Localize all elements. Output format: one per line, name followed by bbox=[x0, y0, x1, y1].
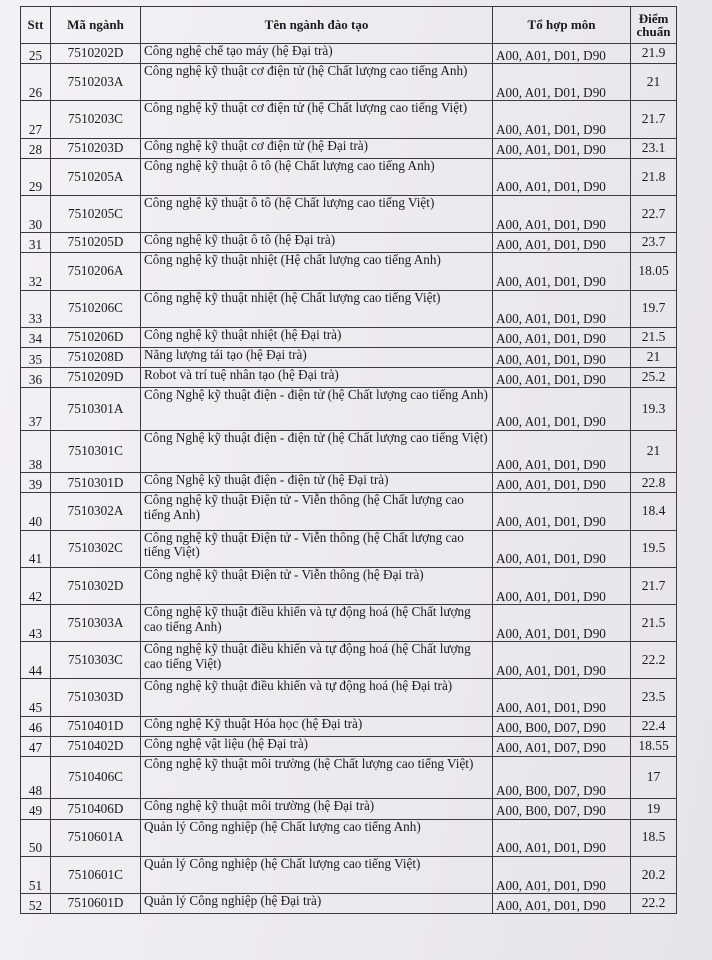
table-row bbox=[21, 493, 677, 530]
row-major-code: 7510205A bbox=[51, 158, 141, 195]
row-subject-combo: A00, A01, D01, D90 bbox=[493, 679, 631, 716]
row-major-name: Công nghệ kỹ thuật điều khiển và tự động hoá (hệ Đại trà) bbox=[141, 679, 493, 716]
row-subject-combo: A00, A01, D01, D90 bbox=[493, 64, 631, 101]
row-stt: 43 bbox=[21, 605, 51, 642]
table-row bbox=[21, 679, 677, 716]
row-subject-combo: A00, A01, D01, D90 bbox=[493, 195, 631, 232]
table-row bbox=[21, 388, 677, 431]
row-stt: 25 bbox=[21, 44, 51, 64]
table-row bbox=[21, 101, 677, 138]
row-major-code: 7510203C bbox=[51, 101, 141, 138]
row-subject-combo: A00, A01, D01, D90 bbox=[493, 530, 631, 567]
row-major-code: 7510202D bbox=[51, 44, 141, 64]
row-cutoff-score: 21.8 bbox=[631, 158, 677, 195]
row-major-code: 7510205D bbox=[51, 233, 141, 253]
table-row bbox=[21, 195, 677, 232]
row-subject-combo: A00, A01, D07, D90 bbox=[493, 736, 631, 756]
table-row bbox=[21, 347, 677, 367]
row-major-code: 7510401D bbox=[51, 716, 141, 736]
table-row bbox=[21, 856, 677, 893]
header-combo: Tổ hợp môn bbox=[493, 7, 631, 44]
row-stt: 28 bbox=[21, 138, 51, 158]
row-stt: 39 bbox=[21, 473, 51, 493]
row-cutoff-score: 18.4 bbox=[631, 493, 677, 530]
table-row bbox=[21, 716, 677, 736]
row-stt: 36 bbox=[21, 368, 51, 388]
row-major-name: Công Nghệ kỹ thuật điện - điện tử (hệ Chất lượng cao tiếng Anh) bbox=[141, 388, 493, 431]
row-major-code: 7510206C bbox=[51, 290, 141, 327]
row-subject-combo: A00, A01, D01, D90 bbox=[493, 856, 631, 893]
row-stt: 50 bbox=[21, 819, 51, 856]
row-subject-combo: A00, A01, D01, D90 bbox=[493, 44, 631, 64]
table-row bbox=[21, 756, 677, 799]
row-major-code: 7510402D bbox=[51, 736, 141, 756]
row-cutoff-score: 22.4 bbox=[631, 716, 677, 736]
row-cutoff-score: 19.7 bbox=[631, 290, 677, 327]
row-stt: 27 bbox=[21, 101, 51, 138]
table-row bbox=[21, 530, 677, 567]
row-subject-combo: A00, A01, D01, D90 bbox=[493, 138, 631, 158]
row-major-code: 7510203A bbox=[51, 64, 141, 101]
row-stt: 34 bbox=[21, 327, 51, 347]
row-cutoff-score: 18.55 bbox=[631, 736, 677, 756]
row-stt: 33 bbox=[21, 290, 51, 327]
row-cutoff-score: 22.7 bbox=[631, 195, 677, 232]
row-stt: 44 bbox=[21, 642, 51, 679]
row-major-code: 7510601C bbox=[51, 856, 141, 893]
row-subject-combo: A00, A01, D01, D90 bbox=[493, 388, 631, 431]
row-major-code: 7510205C bbox=[51, 195, 141, 232]
row-major-code: 7510601D bbox=[51, 894, 141, 914]
table-row bbox=[21, 894, 677, 914]
row-cutoff-score: 21.9 bbox=[631, 44, 677, 64]
table-row bbox=[21, 567, 677, 604]
row-subject-combo: A00, B00, D07, D90 bbox=[493, 756, 631, 799]
row-cutoff-score: 22.8 bbox=[631, 473, 677, 493]
row-stt: 37 bbox=[21, 388, 51, 431]
row-subject-combo: A00, A01, D01, D90 bbox=[493, 290, 631, 327]
row-stt: 35 bbox=[21, 347, 51, 367]
row-stt: 42 bbox=[21, 567, 51, 604]
table-row bbox=[21, 290, 677, 327]
header-stt: Stt bbox=[21, 7, 51, 44]
row-major-name: Công nghệ kỹ thuật môi trường (hệ Đại trà) bbox=[141, 799, 493, 819]
row-stt: 41 bbox=[21, 530, 51, 567]
row-major-code: 7510302A bbox=[51, 493, 141, 530]
row-major-code: 7510206D bbox=[51, 327, 141, 347]
row-stt: 30 bbox=[21, 195, 51, 232]
table-row bbox=[21, 605, 677, 642]
row-major-code: 7510303D bbox=[51, 679, 141, 716]
row-cutoff-score: 22.2 bbox=[631, 642, 677, 679]
row-cutoff-score: 21 bbox=[631, 430, 677, 473]
row-major-code: 7510302C bbox=[51, 530, 141, 567]
row-cutoff-score: 18.05 bbox=[631, 253, 677, 290]
row-stt: 31 bbox=[21, 233, 51, 253]
table-row bbox=[21, 233, 677, 253]
row-major-name: Công nghệ chế tạo máy (hệ Đại trà) bbox=[141, 44, 493, 64]
row-subject-combo: A00, A01, D01, D90 bbox=[493, 327, 631, 347]
row-stt: 49 bbox=[21, 799, 51, 819]
row-subject-combo: A00, B00, D07, D90 bbox=[493, 716, 631, 736]
header-code: Mã ngành bbox=[51, 7, 141, 44]
row-cutoff-score: 18.5 bbox=[631, 819, 677, 856]
row-major-code: 7510208D bbox=[51, 347, 141, 367]
row-major-name: Công Nghệ kỹ thuật điện - điện tử (hệ Chất lượng cao tiếng Việt) bbox=[141, 430, 493, 473]
row-subject-combo: A00, B00, D07, D90 bbox=[493, 799, 631, 819]
header-score: Điểm chuẩn bbox=[631, 7, 677, 44]
row-cutoff-score: 23.1 bbox=[631, 138, 677, 158]
table-row bbox=[21, 253, 677, 290]
table-row bbox=[21, 736, 677, 756]
table-row bbox=[21, 819, 677, 856]
row-subject-combo: A00, A01, D01, D90 bbox=[493, 430, 631, 473]
row-stt: 52 bbox=[21, 894, 51, 914]
row-cutoff-score: 21 bbox=[631, 347, 677, 367]
row-major-code: 7510302D bbox=[51, 567, 141, 604]
table-row bbox=[21, 327, 677, 347]
row-major-name: Công nghệ kỹ thuật nhiệt (hệ Đại trà) bbox=[141, 327, 493, 347]
table-row bbox=[21, 430, 677, 473]
row-major-name: Quản lý Công nghiệp (hệ Đại trà) bbox=[141, 894, 493, 914]
table-row bbox=[21, 158, 677, 195]
row-stt: 51 bbox=[21, 856, 51, 893]
row-major-code: 7510206A bbox=[51, 253, 141, 290]
row-stt: 47 bbox=[21, 736, 51, 756]
row-cutoff-score: 20.2 bbox=[631, 856, 677, 893]
table-row bbox=[21, 138, 677, 158]
row-subject-combo: A00, A01, D01, D90 bbox=[493, 894, 631, 914]
row-cutoff-score: 21.7 bbox=[631, 567, 677, 604]
row-major-name: Công Nghệ kỹ thuật điện - điện tử (hệ Đại trà) bbox=[141, 473, 493, 493]
table-row bbox=[21, 64, 677, 101]
row-major-name: Công nghệ kỹ thuật cơ điện tử (hệ Đại trà) bbox=[141, 138, 493, 158]
row-major-name: Năng lượng tái tạo (hệ Đại trà) bbox=[141, 347, 493, 367]
row-stt: 38 bbox=[21, 430, 51, 473]
table-row bbox=[21, 642, 677, 679]
row-major-name: Công nghệ kỹ thuật môi trường (hệ Chất lượng cao tiếng Việt) bbox=[141, 756, 493, 799]
header-name: Tên ngành đào tạo bbox=[141, 7, 493, 44]
row-major-name: Công nghệ kỹ thuật Điện tử - Viễn thông (hệ Chất lượng cao tiếng Anh) bbox=[141, 493, 493, 530]
row-major-code: 7510406D bbox=[51, 799, 141, 819]
row-major-code: 7510203D bbox=[51, 138, 141, 158]
row-major-name: Robot và trí tuệ nhân tạo (hệ Đại trà) bbox=[141, 368, 493, 388]
row-subject-combo: A00, A01, D01, D90 bbox=[493, 158, 631, 195]
table-header-row bbox=[21, 7, 677, 44]
row-subject-combo: A00, A01, D01, D90 bbox=[493, 473, 631, 493]
table-row bbox=[21, 368, 677, 388]
row-major-name: Công nghệ kỹ thuật ô tô (hệ Chất lượng cao tiếng Việt) bbox=[141, 195, 493, 232]
row-major-code: 7510303C bbox=[51, 642, 141, 679]
row-subject-combo: A00, A01, D01, D90 bbox=[493, 101, 631, 138]
row-major-name: Công nghệ Kỹ thuật Hóa học (hệ Đại trà) bbox=[141, 716, 493, 736]
row-stt: 32 bbox=[21, 253, 51, 290]
row-cutoff-score: 22.2 bbox=[631, 894, 677, 914]
row-stt: 48 bbox=[21, 756, 51, 799]
row-subject-combo: A00, A01, D01, D90 bbox=[493, 605, 631, 642]
row-cutoff-score: 19 bbox=[631, 799, 677, 819]
row-major-code: 7510301A bbox=[51, 388, 141, 431]
row-major-name: Công nghệ kỹ thuật cơ điện tử (hệ Chất lượng cao tiếng Anh) bbox=[141, 64, 493, 101]
row-cutoff-score: 23.5 bbox=[631, 679, 677, 716]
row-major-name: Công nghệ kỹ thuật điều khiển và tự động hoá (hệ Chất lượng cao tiếng Việt) bbox=[141, 642, 493, 679]
row-cutoff-score: 17 bbox=[631, 756, 677, 799]
table-body bbox=[21, 44, 677, 914]
row-major-name: Công nghệ vật liệu (hệ Đại trà) bbox=[141, 736, 493, 756]
row-major-code: 7510406C bbox=[51, 756, 141, 799]
row-cutoff-score: 23.7 bbox=[631, 233, 677, 253]
row-cutoff-score: 21 bbox=[631, 64, 677, 101]
row-major-code: 7510303A bbox=[51, 605, 141, 642]
row-stt: 40 bbox=[21, 493, 51, 530]
row-subject-combo: A00, A01, D01, D90 bbox=[493, 233, 631, 253]
row-major-name: Công nghệ kỹ thuật điều khiển và tự động hoá (hệ Chất lượng cao tiếng Anh) bbox=[141, 605, 493, 642]
row-major-code: 7510601A bbox=[51, 819, 141, 856]
row-major-code: 7510301D bbox=[51, 473, 141, 493]
row-subject-combo: A00, A01, D01, D90 bbox=[493, 819, 631, 856]
row-cutoff-score: 21.7 bbox=[631, 101, 677, 138]
row-major-code: 7510301C bbox=[51, 430, 141, 473]
table-row bbox=[21, 473, 677, 493]
row-major-name: Công nghệ kỹ thuật ô tô (hệ Đại trà) bbox=[141, 233, 493, 253]
table-row bbox=[21, 799, 677, 819]
admission-scores-table bbox=[20, 6, 677, 914]
row-subject-combo: A00, A01, D01, D90 bbox=[493, 642, 631, 679]
row-stt: 29 bbox=[21, 158, 51, 195]
row-major-name: Công nghệ kỹ thuật ô tô (hệ Chất lượng cao tiếng Anh) bbox=[141, 158, 493, 195]
row-major-name: Quản lý Công nghiệp (hệ Chất lượng cao tiếng Anh) bbox=[141, 819, 493, 856]
row-cutoff-score: 21.5 bbox=[631, 327, 677, 347]
row-subject-combo: A00, A01, D01, D90 bbox=[493, 368, 631, 388]
row-subject-combo: A00, A01, D01, D90 bbox=[493, 347, 631, 367]
row-cutoff-score: 19.5 bbox=[631, 530, 677, 567]
row-stt: 46 bbox=[21, 716, 51, 736]
row-subject-combo: A00, A01, D01, D90 bbox=[493, 493, 631, 530]
row-major-name: Công nghệ kỹ thuật nhiệt (hệ Chất lượng cao tiếng Việt) bbox=[141, 290, 493, 327]
row-subject-combo: A00, A01, D01, D90 bbox=[493, 253, 631, 290]
row-subject-combo: A00, A01, D01, D90 bbox=[493, 567, 631, 604]
row-stt: 45 bbox=[21, 679, 51, 716]
row-major-name: Công nghệ kỹ thuật Điện tử - Viễn thông (hệ Chất lượng cao tiếng Việt) bbox=[141, 530, 493, 567]
row-major-name: Quản lý Công nghiệp (hệ Chất lượng cao tiếng Việt) bbox=[141, 856, 493, 893]
row-cutoff-score: 21.5 bbox=[631, 605, 677, 642]
row-cutoff-score: 19.3 bbox=[631, 388, 677, 431]
row-major-name: Công nghệ kỹ thuật nhiệt (Hệ chất lượng cao tiếng Anh) bbox=[141, 253, 493, 290]
table-row bbox=[21, 44, 677, 64]
row-major-name: Công nghệ kỹ thuật Điện tử - Viễn thông (hệ Đại trà) bbox=[141, 567, 493, 604]
row-major-code: 7510209D bbox=[51, 368, 141, 388]
row-major-name: Công nghệ kỹ thuật cơ điện tử (hệ Chất lượng cao tiếng Việt) bbox=[141, 101, 493, 138]
row-stt: 26 bbox=[21, 64, 51, 101]
row-cutoff-score: 25.2 bbox=[631, 368, 677, 388]
